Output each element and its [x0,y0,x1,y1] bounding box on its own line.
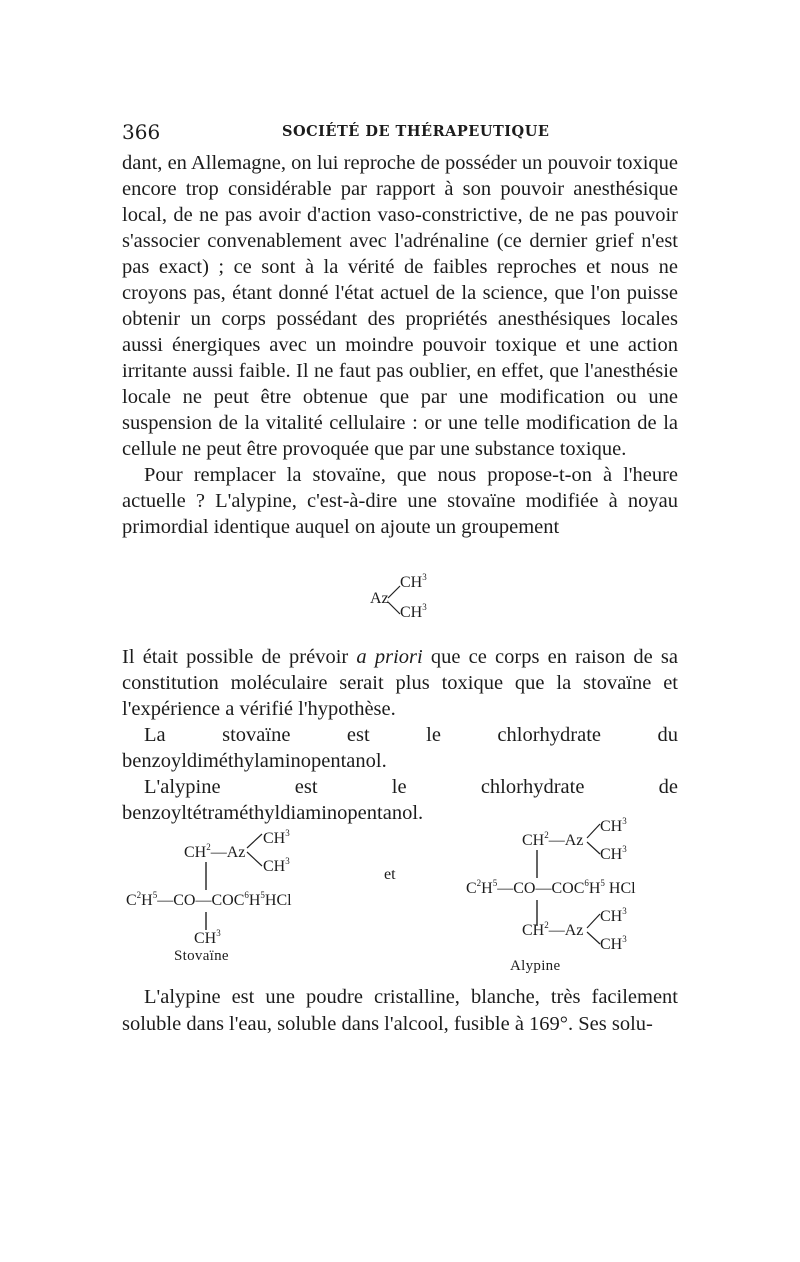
group-ch3-top: $CH^3$ [400,572,427,591]
running-head: SOCIÉTÉ DE THÉRAPEUTIQUE [282,123,550,140]
alypine-core: $C^2H^5—CO—COC^6H^5$ HCl [466,878,636,897]
stovaine-core: $C^2H^5—CO—COC^6H^5HCl$ [126,890,292,909]
et-conjunction: et [384,866,396,883]
paragraph-3: Il était possible de prévoir a priori que ce corps en raison de sa constitution moléculaire serait plus toxique que la stovaïne et l'expérience a vérifié l'hypothèse. [122,646,678,720]
group-ch3-bottom: $CH^3$ [400,602,427,621]
body-text [122,150,678,540]
paragraph-6: L'alypine est une poudre cristalline, blanche, très facilement soluble dans l'eau, soluble dans l'alcool, fusible à 169°. Ses solu- [122,986,678,1035]
alypine-ch3-low: $CH^3$ [600,906,627,925]
alypine-ch3-low2: $CH^3$ [600,934,627,953]
alypine-ch3-right: $CH^3$ [600,844,627,863]
stovaine-ch3-mid: $CH^3$ [263,856,290,875]
structural-formulas [122,812,678,982]
alypine-label: Alypine [510,958,561,974]
stovaine-ch2-az: $CH^2—Az$ [184,842,246,861]
alypine-ch2-az-low: $CH^2—Az$ [522,920,584,939]
alypine-ch3-top: $CH^3$ [600,816,627,835]
paragraph-5: L'alypine est le chlorhydrate de benzoyltétraméthyldiaminopentanol. [122,776,678,824]
paragraph-1: dant, en Allemagne, on lui reproche de posséder un pouvoir toxique encore trop considérable par rapport à son pouvoir anesthésique local, de ne pas avoir d'action vaso-constrictive, de ne pas pouvoir s'associer convenablement avec l'adrénaline (ce dernier grief n'est pas exact) ; ce sont à la vérité de faibles reproches et nous ne croyons pas, étant donné l'état actuel de la science, que l'on puisse obtenir un corps possédant des propriétés anesthésiques locales aussi énergiques avec un moindre pouvoir toxique et une action irritante aussi faible. Il ne faut pas oublier, en effet, que l'anesthésie locale ne peut être obtenue que par une modification ou une suspension de la vitalité cellulaire : or une telle modification de la cellule ne peut être provoquée que par une substance toxique. [122,152,678,460]
group-az: Az [370,590,389,607]
body-text-2 [122,644,678,826]
body-text-3 [122,984,678,1038]
page-header [122,120,678,144]
dimethylamino-group-formula [362,572,482,628]
page-number: 366 [122,120,161,144]
paragraph-2: Pour remplacer la stovaïne, que nous propose-t-on à l'heure actuelle ? L'alypine, c'est-à-dire une stovaïne modifiée à noyau primordial identique auquel on ajoute un groupement [122,464,678,538]
stovaine-ch3-bottom: $CH^3$ [194,928,221,947]
stovaine-label: Stovaïne [174,948,229,964]
alypine-ch2-az-top: $CH^2—Az$ [522,830,584,849]
stovaine-ch3-top: $CH^3$ [263,828,290,847]
paragraph-4: La stovaïne est le chlorhydrate du benzoyldiméthylaminopentanol. [122,724,678,772]
